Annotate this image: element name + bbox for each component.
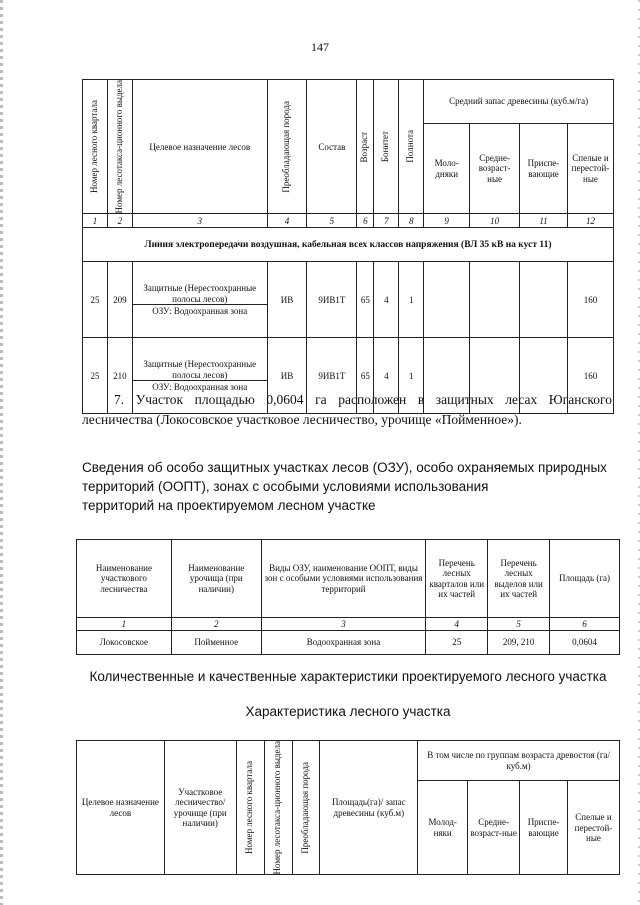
hdr-premature: Приспе-вающие [520, 123, 568, 214]
index-cell: 6 [550, 618, 620, 631]
hdr-tract: Наименование урочища (при наличии) [171, 540, 261, 618]
hdr-quarter: Номер лесного квартала [83, 80, 108, 214]
index-cell: 1 [83, 214, 108, 228]
cell-young [424, 262, 470, 338]
index-cell: 4 [426, 618, 488, 631]
cell-bonitet: 4 [374, 338, 399, 414]
index-cell: 5 [307, 214, 357, 228]
index-cell: 4 [267, 214, 307, 228]
cell-age: 65 [357, 262, 374, 338]
cell-mature: 160 [567, 262, 613, 338]
scan-edge-left [0, 0, 3, 905]
index-cell: 7 [374, 214, 399, 228]
cell-district: Локосовское [77, 631, 172, 655]
hdr-age: Возраст [357, 80, 374, 214]
hdr-age-groups: В том числе по группам возраста древостоя (га/куб.м) [418, 741, 620, 781]
paragraph-7: 7. Участок площадью 0,0604 га расположен в защитных лесах Юганского лесничества (Локосовское участковое лесничество, урочище «Пойменное»). [82, 392, 612, 427]
index-cell: 2 [107, 214, 132, 228]
cell-premature [520, 262, 568, 338]
index-cell: 8 [399, 214, 424, 228]
index-cell: 10 [470, 214, 520, 228]
cell-mature: 160 [567, 338, 613, 414]
hdr-quarter: Номер лесного квартала [236, 741, 264, 875]
hdr-young: Моло-дняки [424, 123, 470, 214]
table-row [83, 262, 614, 338]
table-row [77, 631, 620, 655]
hdr-purpose: Целевое назначение лесов [77, 741, 165, 875]
hdr-species: Преобладающая порода [292, 741, 320, 875]
hdr-middle: Средне-возраст-ные [470, 123, 520, 214]
purpose-protective: Защитные (Нерестоохранные полосы лесов) [143, 359, 257, 380]
index-cell: 5 [488, 618, 550, 631]
characteristic-heading: Характеристика лесного участка [245, 704, 451, 719]
index-cell: 1 [77, 618, 172, 631]
cell-age: 65 [357, 338, 374, 414]
cell-species: ИВ [267, 338, 307, 414]
hdr-district: Наименование участкового лесничества [77, 540, 172, 618]
cell-quarters: 25 [426, 631, 488, 655]
cell-quarter: 25 [83, 338, 108, 414]
forest-stock-table [82, 79, 614, 414]
cell-species: ИВ [267, 262, 307, 338]
hdr-species: Преобладающая порода [267, 80, 307, 214]
ozu-heading [82, 458, 612, 515]
cell-sections: 209, 210 [488, 631, 550, 655]
cell-middle [470, 262, 520, 338]
hdr-middle: Средне-возраст-ные [468, 781, 520, 875]
hdr-bonitet: Бонитет [374, 80, 399, 214]
hdr-area-stock: Площадь(га)/ запас древесины (куб.м) [320, 741, 418, 875]
characteristic-table [76, 740, 620, 875]
cell-section: 210 [107, 338, 132, 414]
cell-density: 1 [399, 338, 424, 414]
cell-ozu-type: Водоохранная зона [261, 631, 426, 655]
index-cell: 9 [424, 214, 470, 228]
purpose-protective: Защитные (Нерестоохранные полосы лесов) [143, 283, 257, 304]
cell-composition: 9ИВ1Т [307, 338, 357, 414]
hdr-area: Площадь (га) [550, 540, 620, 618]
hdr-composition: Состав [307, 80, 357, 214]
hdr-district: Участковое лесничество/ урочище (при наличии) [164, 741, 236, 875]
index-cell: 11 [520, 214, 568, 228]
hdr-mature: Спелые и перестой-ные [567, 781, 619, 875]
hdr-premature: Приспе-вающие [520, 781, 568, 875]
purpose-ozu: ОЗУ: Водоохранная зона [133, 304, 267, 316]
quantitative-heading: Количественные и качественные характеристики проектируемого лесного участка [89, 669, 607, 684]
index-cell: 3 [261, 618, 426, 631]
hdr-quarters: Перечень лесных кварталов или их частей [426, 540, 488, 618]
ozu-heading-line: Сведения об особо защитных участках лесов (ОЗУ), особо охраняемых природных [82, 460, 607, 475]
index-cell: 2 [171, 618, 261, 631]
index-cell: 12 [567, 214, 613, 228]
index-cell: 3 [132, 214, 267, 228]
hdr-sections: Перечень лесных выделов или их частей [488, 540, 550, 618]
hdr-mature: Спелые и перестой-ные [567, 123, 613, 214]
hdr-section: Номер лесотакса-ционного выдела [264, 741, 292, 875]
cell-composition: 9ИВ1Т [307, 262, 357, 338]
cell-density: 1 [399, 262, 424, 338]
cell-bonitet: 4 [374, 262, 399, 338]
index-cell: 6 [357, 214, 374, 228]
ozu-heading-line: территорий (ООПТ), зонах с особыми условиями использования [82, 479, 489, 494]
hdr-purpose: Целевое назначение лесов [132, 80, 267, 214]
cell-section: 209 [107, 262, 132, 338]
hdr-stock-group: Средний запас древесины (куб.м/га) [424, 80, 614, 124]
hdr-density: Полнота [399, 80, 424, 214]
cell-purpose [132, 262, 267, 338]
ozu-table [76, 539, 620, 655]
purpose-ozu: ОЗУ: Водоохранная зона [133, 380, 267, 392]
page-number: 147 [311, 40, 329, 54]
cell-tract: Пойменное [171, 631, 261, 655]
hdr-section: Номер лесотакса-ционного выдела [107, 80, 132, 214]
hdr-ozu-type: Виды ОЗУ, наименование ООПТ, виды зон с особыми условиями использования территорий [261, 540, 426, 618]
cell-area: 0,0604 [550, 631, 620, 655]
ozu-heading-line: территорий на проектируемом лесном участке [82, 498, 376, 513]
hdr-young: Молод-няки [418, 781, 468, 875]
cell-quarter: 25 [83, 262, 108, 338]
section-title-row: Линия электропередачи воздушная, кабельная всех классов напряжения (ВЛ 35 кВ на куст 11) [83, 228, 614, 262]
